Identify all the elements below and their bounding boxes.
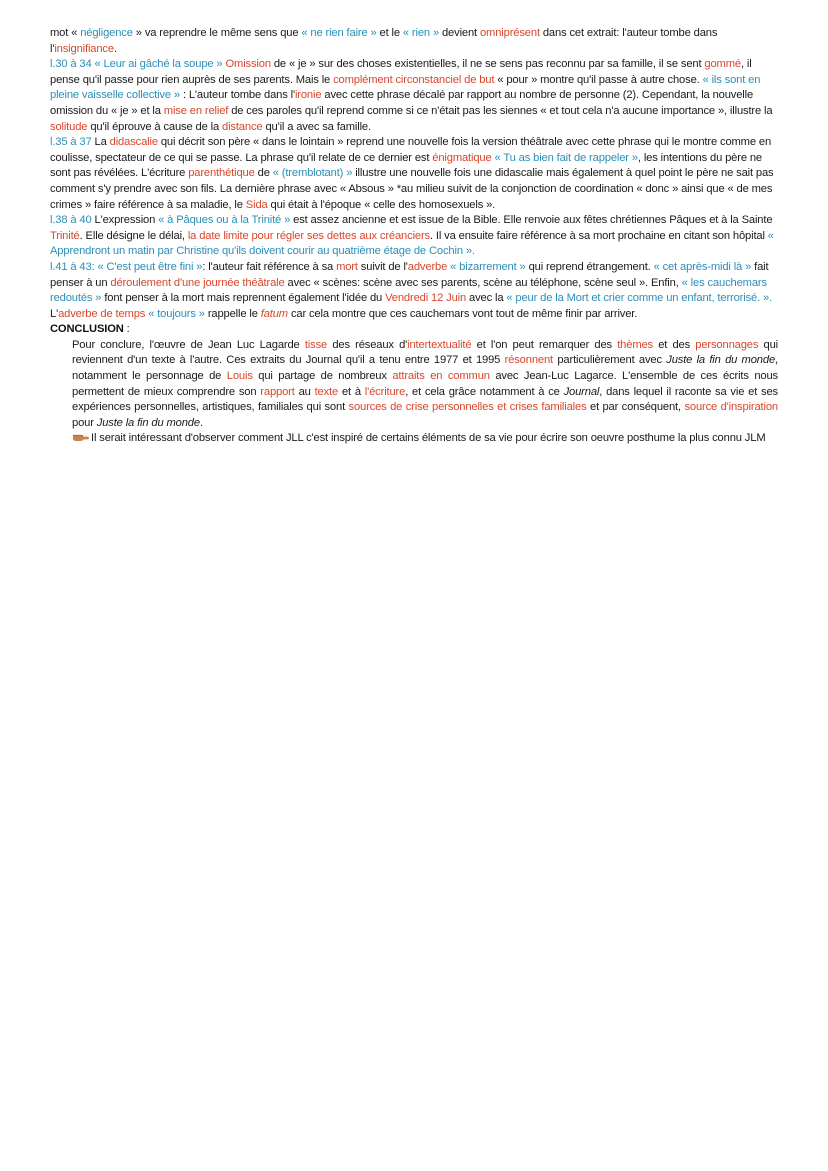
text-run: pour (72, 416, 97, 429)
document-body (50, 26, 778, 448)
paragraph-lines-30-34 (50, 57, 778, 135)
text-run: La (91, 136, 110, 149)
paragraph-negligence (50, 26, 778, 57)
highlight-term: adverbe (407, 260, 448, 273)
text-run: . (113, 42, 117, 55)
highlight-term: Omission (225, 58, 271, 71)
highlight-term: l'écriture (364, 385, 406, 398)
text-run: de « je » sur des choses existentielles, il ne se sens pas reconnu par sa famille, il se sent (270, 58, 705, 71)
paragraph-lines-35-37 (50, 135, 778, 213)
quote-text: « les cauchemars redoutés » (50, 276, 767, 305)
text-run: illustre une nouvelle fois une didascalie mais également à quel point le père ne sait pas comment s'y prendre avec son fils. La dernière phrase avec « Absous » *au milieu suivit de la conjonction de coordination « donc » ainsi que « de mes crimes » faire référence à sa maladie, le (50, 167, 774, 211)
text-run: et l'on peut remarquer des (471, 338, 618, 351)
text-run: « pour » montre qu'il passe à autre chose. (494, 73, 703, 86)
text-run: , dans lequel il raconte sa vie et ses expériences personnelles, artistiques, familiales qui sont (72, 385, 778, 414)
conclusion-heading-line (50, 322, 778, 338)
quote-text: « Apprendront un matin par Christine qu'ils doivent courir au quatrième étage de Cochin ». (50, 229, 774, 258)
text-run: , il pense qu'il passe pour rien auprès de ses parents. Mais le (50, 58, 752, 86)
highlight-term: mise en relief (163, 104, 229, 117)
conclusion-heading-suffix: : (123, 323, 130, 336)
text-run: avec cette phrase décalé par rapport au nombre de personne (2). Cependant, la nouvelle omission du « je » et la (50, 89, 754, 117)
text-run: : l'auteur fait référence à sa (202, 260, 337, 273)
paragraph-lines-38-40 (50, 213, 778, 260)
quote-text: « rien » (402, 27, 440, 39)
highlight-term: complément circonstanciel de but (333, 73, 495, 86)
text-run: des réseaux d' (327, 338, 408, 351)
text-run: : L'auteur tombe dans l' (179, 89, 295, 102)
text-run: de (254, 167, 273, 180)
quote-text: l.38 à 40 (50, 214, 92, 227)
quote-text: « toujours » (148, 307, 205, 320)
highlight-term: sources de crise personnelles et crises familiales (348, 401, 587, 414)
quote-text: « bizarrement » (450, 260, 526, 273)
highlight-term: parenthétique (188, 167, 255, 180)
closing-text: Il serait intéressant d'observer comment JLL c'est inspiré de certains éléments de sa vie pour écrire son oeuvre posthume la plus connu JLM (91, 432, 766, 445)
italic-title: Journal (563, 385, 600, 398)
text-run: L'expression (91, 214, 159, 227)
text-run: au (294, 385, 315, 398)
text-run: qui décrit son père « dans le lointain » reprend une nouvelle fois la version théâtrale avec cette phrase qui le montre comme en coulisse, spectateur de ce qui se passe. La phrase qu'il relate de ce dernier est (50, 136, 772, 164)
text-run: . Elle désigne le délai, (79, 229, 188, 242)
highlight-term: didascalie (109, 136, 158, 149)
highlight-term: ironie (294, 89, 322, 102)
text-run: particulièrement avec (553, 354, 667, 367)
quote-text: « Tu as bien fait de rappeler » (494, 151, 638, 164)
highlight-term: omniprésent (479, 27, 540, 39)
italic-title: Juste la fin du monde (666, 354, 776, 367)
quote-text: l.30 à 34 « Leur ai gâché la soupe » (50, 58, 223, 71)
text-run: car cela montre que ces cauchemars vont tout de même finir par arriver. (287, 307, 638, 320)
highlight-term: source d'inspiration (684, 401, 778, 414)
text-run: fait penser à un (50, 260, 769, 289)
text-run: . Il va ensuite faire référence à sa mort prochaine en citant son hôpital (430, 229, 768, 242)
text-run: rappelle le (204, 307, 261, 320)
quote-text: « ils sont en pleine vaisselle collective » (50, 73, 761, 102)
quote-text: négligence (80, 27, 133, 39)
conclusion-paragraph (50, 338, 778, 432)
highlight-term: personnages (695, 338, 759, 351)
quote-text: « (tremblotant) » (272, 167, 353, 180)
text-run: et à (338, 385, 365, 398)
text-run: dans cet extrait: l'auteur tombe dans l' (50, 27, 718, 55)
text-run: . (199, 416, 203, 429)
text-run: qui reprend étrangement. (525, 260, 654, 273)
conclusion-heading: CONCLUSION (50, 323, 124, 336)
highlight-term: distance (222, 120, 263, 133)
quote-text: « cet après-midi là » (653, 260, 752, 273)
highlight-term: attraits en commun (392, 370, 490, 383)
quote-text: « à Pâques ou à la Trinité » (158, 214, 291, 227)
text-run: et le (376, 27, 403, 39)
italic-title: fatum (260, 307, 288, 320)
pointing-hand-icon (72, 431, 90, 448)
text-run: mot « (50, 27, 81, 39)
text-run: , et cela grâce notamment à ce (405, 385, 564, 398)
text-run: font penser à la mort mais reprennent également l'idée du (101, 292, 386, 305)
highlight-term: thèmes (617, 338, 654, 351)
highlight-term: tisse (304, 338, 328, 351)
text-run: , notamment le personnage de (72, 354, 778, 383)
text-run: et par conséquent, (586, 401, 685, 414)
highlight-term: Louis (226, 370, 253, 383)
text-run: qui reviennent d'un texte à l'autre. Ces extraits du Journal qu'il a tenu entre 1977 et 1995 (72, 338, 779, 367)
text-run: avec Jean-Luc Lagarce. L'ensemble de ces écrits nous permettent de mieux comprendre son (72, 370, 778, 398)
text-run: et des (653, 338, 696, 351)
highlight-term: intertextualité (407, 338, 472, 351)
text-run: L' (50, 307, 59, 320)
highlight-term: énigmatique (432, 151, 492, 164)
text-run: , les intentions du père ne sont pas révélées. L'écriture (50, 151, 762, 180)
text-run: qu'il éprouve à cause de la (87, 120, 222, 133)
text-run: qu'il a avec sa famille. (262, 120, 371, 133)
text-run: qui était à l'époque « celle des homosexuels ». (267, 198, 496, 211)
text-run: Pour conclure, l'œuvre de Jean Luc Lagarde (72, 338, 305, 351)
highlight-term: texte (314, 385, 339, 398)
highlight-term: gommé (704, 58, 741, 71)
text-run: qui partage de nombreux (252, 370, 393, 383)
quote-text: l.35 à 37 (50, 136, 92, 149)
quote-text: « ne rien faire » (301, 27, 377, 39)
closing-remark (50, 431, 778, 448)
highlight-term: mort (336, 260, 358, 273)
highlight-term: Sida (245, 198, 268, 211)
highlight-term: rapport (260, 385, 295, 398)
text-run: devient (439, 27, 480, 39)
italic-title: Juste la fin du monde (96, 416, 200, 429)
highlight-term: adverbe de temps (58, 307, 146, 320)
highlight-term: Vendredi 12 Juin (385, 292, 467, 305)
highlight-term: solitude (50, 120, 88, 133)
highlight-term: la date limite pour régler ses dettes aux créanciers (187, 229, 431, 242)
highlight-term: résonnent (504, 354, 553, 367)
text-run: avec « scènes: scène avec ses parents, scène au téléphone, scène seul ». Enfin, (284, 276, 682, 289)
text-run: est assez ancienne et est issue de la Bible. Elle renvoie aux fêtes chrétiennes Pâques et à la Sainte (290, 214, 773, 227)
text-run: avec la (466, 292, 507, 305)
highlight-term: déroulement d'une journée théâtrale (110, 276, 285, 289)
highlight-term: insignifiance (54, 42, 114, 55)
paragraph-lines-41-43 (50, 260, 778, 322)
text-run: » va reprendre le même sens que (132, 27, 302, 39)
quote-text: l.41 à 43: « C'est peut être fini » (50, 260, 203, 273)
text-run: suivit de l' (357, 260, 408, 273)
text-run: de ces paroles qu'il reprend comme si ce n'était pas les siennes « et tout cela n'a aucune importance », illustre la (228, 104, 773, 117)
quote-text: « peur de la Mort et crier comme un enfant, terrorisé. ». (506, 292, 773, 305)
highlight-term: Trinité (50, 229, 80, 242)
